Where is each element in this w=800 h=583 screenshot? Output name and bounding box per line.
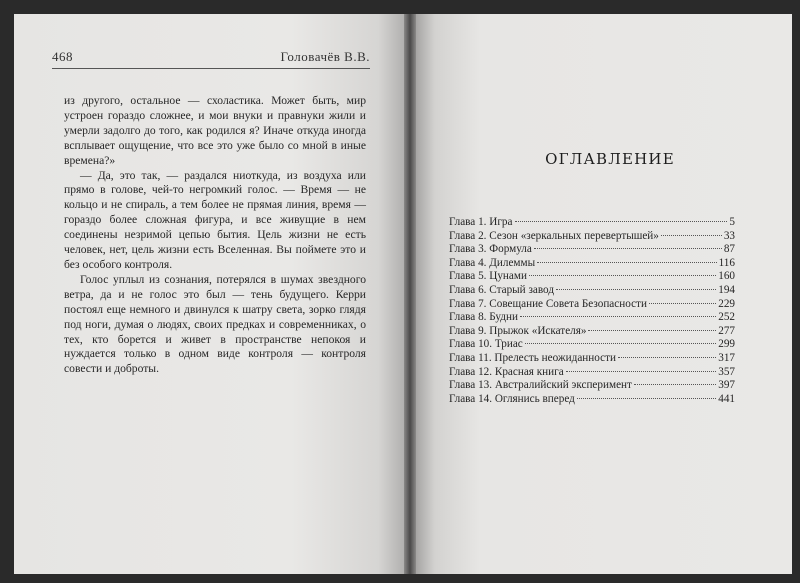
toc-entry-label: Глава 14. Оглянись вперед — [449, 392, 575, 405]
toc-entry — [449, 366, 735, 380]
toc-entry-label: Глава 8. Будни — [449, 311, 518, 324]
running-head-author: Головачёв В.В. — [280, 49, 370, 64]
left-page-body — [64, 94, 366, 377]
toc-entry-page: 116 — [718, 256, 735, 269]
toc-leader-dots — [515, 221, 728, 222]
toc-entry-page: 87 — [723, 243, 735, 256]
toc-entry — [449, 230, 735, 244]
toc-entry-page: 5 — [729, 216, 735, 228]
toc-leader-dots — [577, 398, 716, 399]
toc-entry-page: 317 — [718, 351, 735, 364]
toc-leader-dots — [537, 262, 717, 263]
toc-title: ОГЛАВЛЕНИЕ — [545, 150, 675, 168]
toc-entry — [449, 325, 735, 339]
paragraph: из другого, остальное — схоластика. Может быть, мир устроен гораздо сложнее, и мои внуки и правнуки жили и умерли задолго до того, как родился я? Иначе откуда иногда всплывает ощущение, что все это уже было со мной в иные времена?» — [64, 94, 366, 167]
toc-entry-label: Глава 11. Прелесть неожиданности — [449, 351, 616, 364]
toc-entry — [449, 352, 735, 366]
toc-entry-label: Глава 10. Триас — [449, 338, 523, 351]
toc-leader-dots — [661, 235, 722, 236]
toc-leader-dots — [525, 343, 716, 344]
toc-entry-label: Глава 1. Игра — [449, 216, 513, 228]
toc-leader-dots — [529, 275, 716, 276]
toc-leader-dots — [618, 357, 716, 358]
toc-entry — [449, 393, 735, 407]
toc-entry-label: Глава 13. Австралийский эксперимент — [449, 379, 632, 392]
running-head-rule — [52, 68, 370, 69]
toc-entry-label: Глава 6. Старый завод — [449, 283, 555, 296]
book-gutter — [404, 14, 416, 574]
toc-entry-label: Глава 9. Прыжок «Искателя» — [449, 324, 587, 337]
toc-entry — [449, 338, 735, 352]
toc-entry-page: 194 — [718, 283, 735, 296]
toc-entry — [449, 298, 735, 312]
toc-entry — [449, 243, 735, 257]
toc-entry-page: 33 — [723, 229, 735, 242]
toc-leader-dots — [520, 316, 716, 317]
paragraph: — Да, это так, — раздался ниоткуда, из воздуха или прямо в голове, чей-то негромкий голос. — Время — не кольцо и не спираль, а тем более не прямая линия, время — гораздо более сложная фигура, и все живущие в нем соединены незримой цепью бытия. Цель жизни не есть человек, нет, цель жизни есть Вселенная. Вы поймете это и без особого контроля. — [64, 168, 366, 271]
toc-entry-label: Глава 3. Формула — [449, 243, 532, 256]
toc-leader-dots — [634, 384, 716, 385]
paragraph: Голос уплыл из сознания, потерялся в шумах звездного ветра, да и не голос это был — тень будущего. Керри постоял еще немного и двинулся к шатру света, зорко глядя под ноги, думая о людях, своих предках и современниках, о тех, кто борется и живет в пространстве непокоя и нуждается только в одном виде контроля — контроля совести и доброты. — [64, 272, 366, 376]
toc-entry-page: 397 — [718, 379, 735, 392]
toc-entry — [449, 284, 735, 298]
toc-entry-page: 357 — [718, 365, 735, 378]
toc-entry-label: Глава 4. Дилеммы — [449, 256, 536, 269]
toc-entry — [449, 379, 735, 393]
toc-entry-page: 229 — [718, 297, 735, 310]
running-head — [52, 49, 370, 67]
toc-entry — [449, 216, 735, 230]
toc-leader-dots — [534, 248, 722, 249]
toc-entry-label: Глава 2. Сезон «зеркальных перевертышей» — [449, 229, 659, 242]
toc-entry — [449, 311, 735, 325]
table-of-contents — [449, 216, 735, 406]
toc-entry — [449, 270, 735, 284]
toc-entry-label: Глава 12. Красная книга — [449, 365, 564, 378]
toc-entry-page: 299 — [718, 338, 735, 351]
toc-entry-label: Глава 7. Совещание Совета Безопасности — [449, 297, 647, 310]
toc-entry-page: 277 — [718, 324, 735, 337]
page-number: 468 — [52, 49, 73, 64]
toc-entry — [449, 257, 735, 271]
toc-entry-label: Глава 5. Цунами — [449, 270, 527, 283]
toc-entry-page: 441 — [718, 392, 735, 405]
toc-leader-dots — [556, 289, 716, 290]
toc-leader-dots — [588, 330, 716, 331]
toc-leader-dots — [566, 371, 717, 372]
toc-leader-dots — [649, 303, 716, 304]
toc-entry-page: 160 — [718, 270, 735, 283]
toc-entry-page: 252 — [718, 311, 735, 324]
